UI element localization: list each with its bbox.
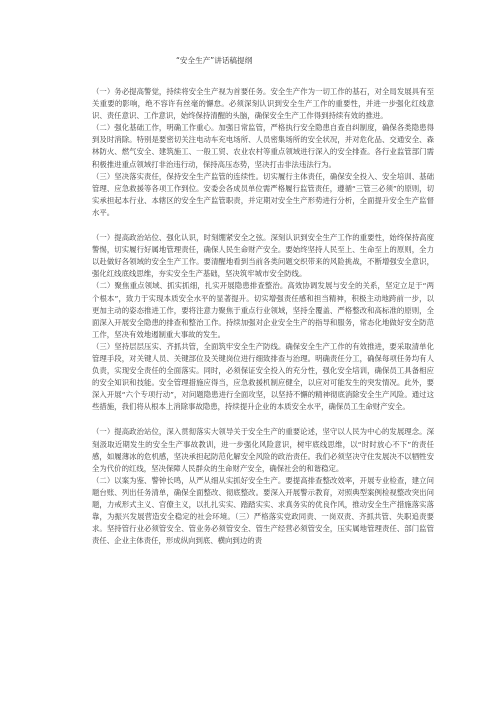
- paragraph-6: （三）坚持层层压实、齐抓共管，全面筑牢安全生产防线。确保安全生产工作的有效推进，要采取清单化管理手段，对关键人员、关键部位及关键岗位进行细致排查与治理。明确责任分工，确保每项任务均有人负责，实现安全责任的全面落实。同时，必须保证安全投入的充分性，强化安全培训，确保员工具备相应的安全知识和技能。安全管理措施应得当，应急救援机制应健全，以应对可能发生的突发情况。此外，要深入开展“六个专项行动”，对问题隐患进行全面攻坚，以坚持不懈的精神彻底消除安全生产风险。通过这些措施，我们将从根本上消除事故隐患，持续提升企业的本质安全水平，确保员工生命财产安全。: [92, 341, 434, 412]
- paragraph-3: （三）坚决落实责任，保持安全生产监管的连续性。切实履行主体责任，确保安全投入、安全培训、基础管理、应急救援等各项工作到位。安委会各成员单位需严格履行监管责任，遵循“三管三必须”的原则，切实承担起本行业、本辖区的安全生产监管职责，并定期对安全生产形势进行分析，全面提升安全生产监督水平。: [92, 171, 434, 217]
- paragraph-4: （一）提高政治站位、强化认识，时刻绷紧安全之弦。深刻认识到安全生产工作的重要性，始终保持高度警惕，切实履行好属地管理责任，确保人民生命财产安全。要始终坚持人民至上、生命至上的原则，全力以赴做好各领域的安全生产工作。要清醒地看到当前各类问题交织带来的风险挑战，不断增强安全意识，强化红线底线思维，夯实安全生产基础，坚决筑牢城市安全防线。: [92, 233, 434, 279]
- paragraph-1: （一）务必提高警觉，持续将安全生产视为首要任务。安全生产作为一切工作的基石，对全局发展具有至关重要的影响，绝不容许有丝毫的懈怠。必须深刻认识到安全生产工作的重要性，并进一步强化红线意识、责任意识、工作意识，始终保持清醒的头脑，确保安全生产工作得到持续有效的推进。: [92, 87, 434, 121]
- document-title: “安全生产”讲话稿提纲: [176, 56, 253, 65]
- paragraph-7: （一）提高政治站位，深入贯彻落实大领导关于安全生产的重要论述，坚守以人民为中心的发展理念。深刻汲取近期发生的安全生产事故教训，进一步强化风险意识，树牢底线思维，以“时时放心不下”的责任感，如履薄冰的危机感，坚决承担起防范化解安全风险的政治责任。我们必须坚决守住发展决不以牺牲安全为代价的红线，坚决保障人民群众的生命财产安全，确保社会的和谐稳定。: [92, 427, 434, 473]
- paragraph-5: （二）聚焦重点领域、抓实抓细，扎实开展隐患排查整治。高效协调发展与安全的关系，坚定立足于“两个根本”，致力于实现本质安全水平的显著提升。切实增强责任感和担当精神，积极主动地跨前一步，以更加主动的姿态推进工作，要将注意力聚焦于重点行业领域，坚持全覆盖、严格整改和高标准的原则，全面深入开展安全隐患的排查和整治工作。持续加强对企业安全生产的指导和服务，常态化地做好安全防范工作，坚决有效地遏制重大事故的发生。: [92, 281, 434, 339]
- paragraph-2: （二）强化基础工作，明确工作重心。加强日常监管，严格执行安全隐患自查自纠制度，确保各类隐患得到及时消除。特别是要密切关注电动车充电场所、人员密集场所的安全状况，并对危化品、交通安全、森林防火、燃气安全、建筑施工、一般工贸、农业农村等重点领域进行深入的安全排查。各行业监管部门需积极推进重点领域打非治违行动，保持高压态势，坚决打击非法违法行为。: [92, 123, 434, 169]
- section-gap: [92, 219, 434, 232]
- paragraph-8: （二）以案为鉴、警钟长鸣，从严从细从实抓好安全生产。要提高排查整改效率，开展专业检查，建立问题台账、列出任务清单，确保全面整改、彻底整改。要深入开展警示教育，对照典型案例检视整改突出问题，力戒形式主义、官僚主义，以扎扎实实、踏踏实实、求真务实的优良作风，推动安全生产措施落实落靠，为振兴发展营造安全稳定的社会环境。（三）严格落实党政同责、一岗双责、齐抓共管、失职追责要求。坚持管行业必须管安全、管业务必须管安全、管生产经营必须管安全，压实属地管理责任、部门监管责任、企业主体责任，形成纵向到底、横向到边的责: [92, 475, 434, 546]
- section-gap: [92, 413, 434, 426]
